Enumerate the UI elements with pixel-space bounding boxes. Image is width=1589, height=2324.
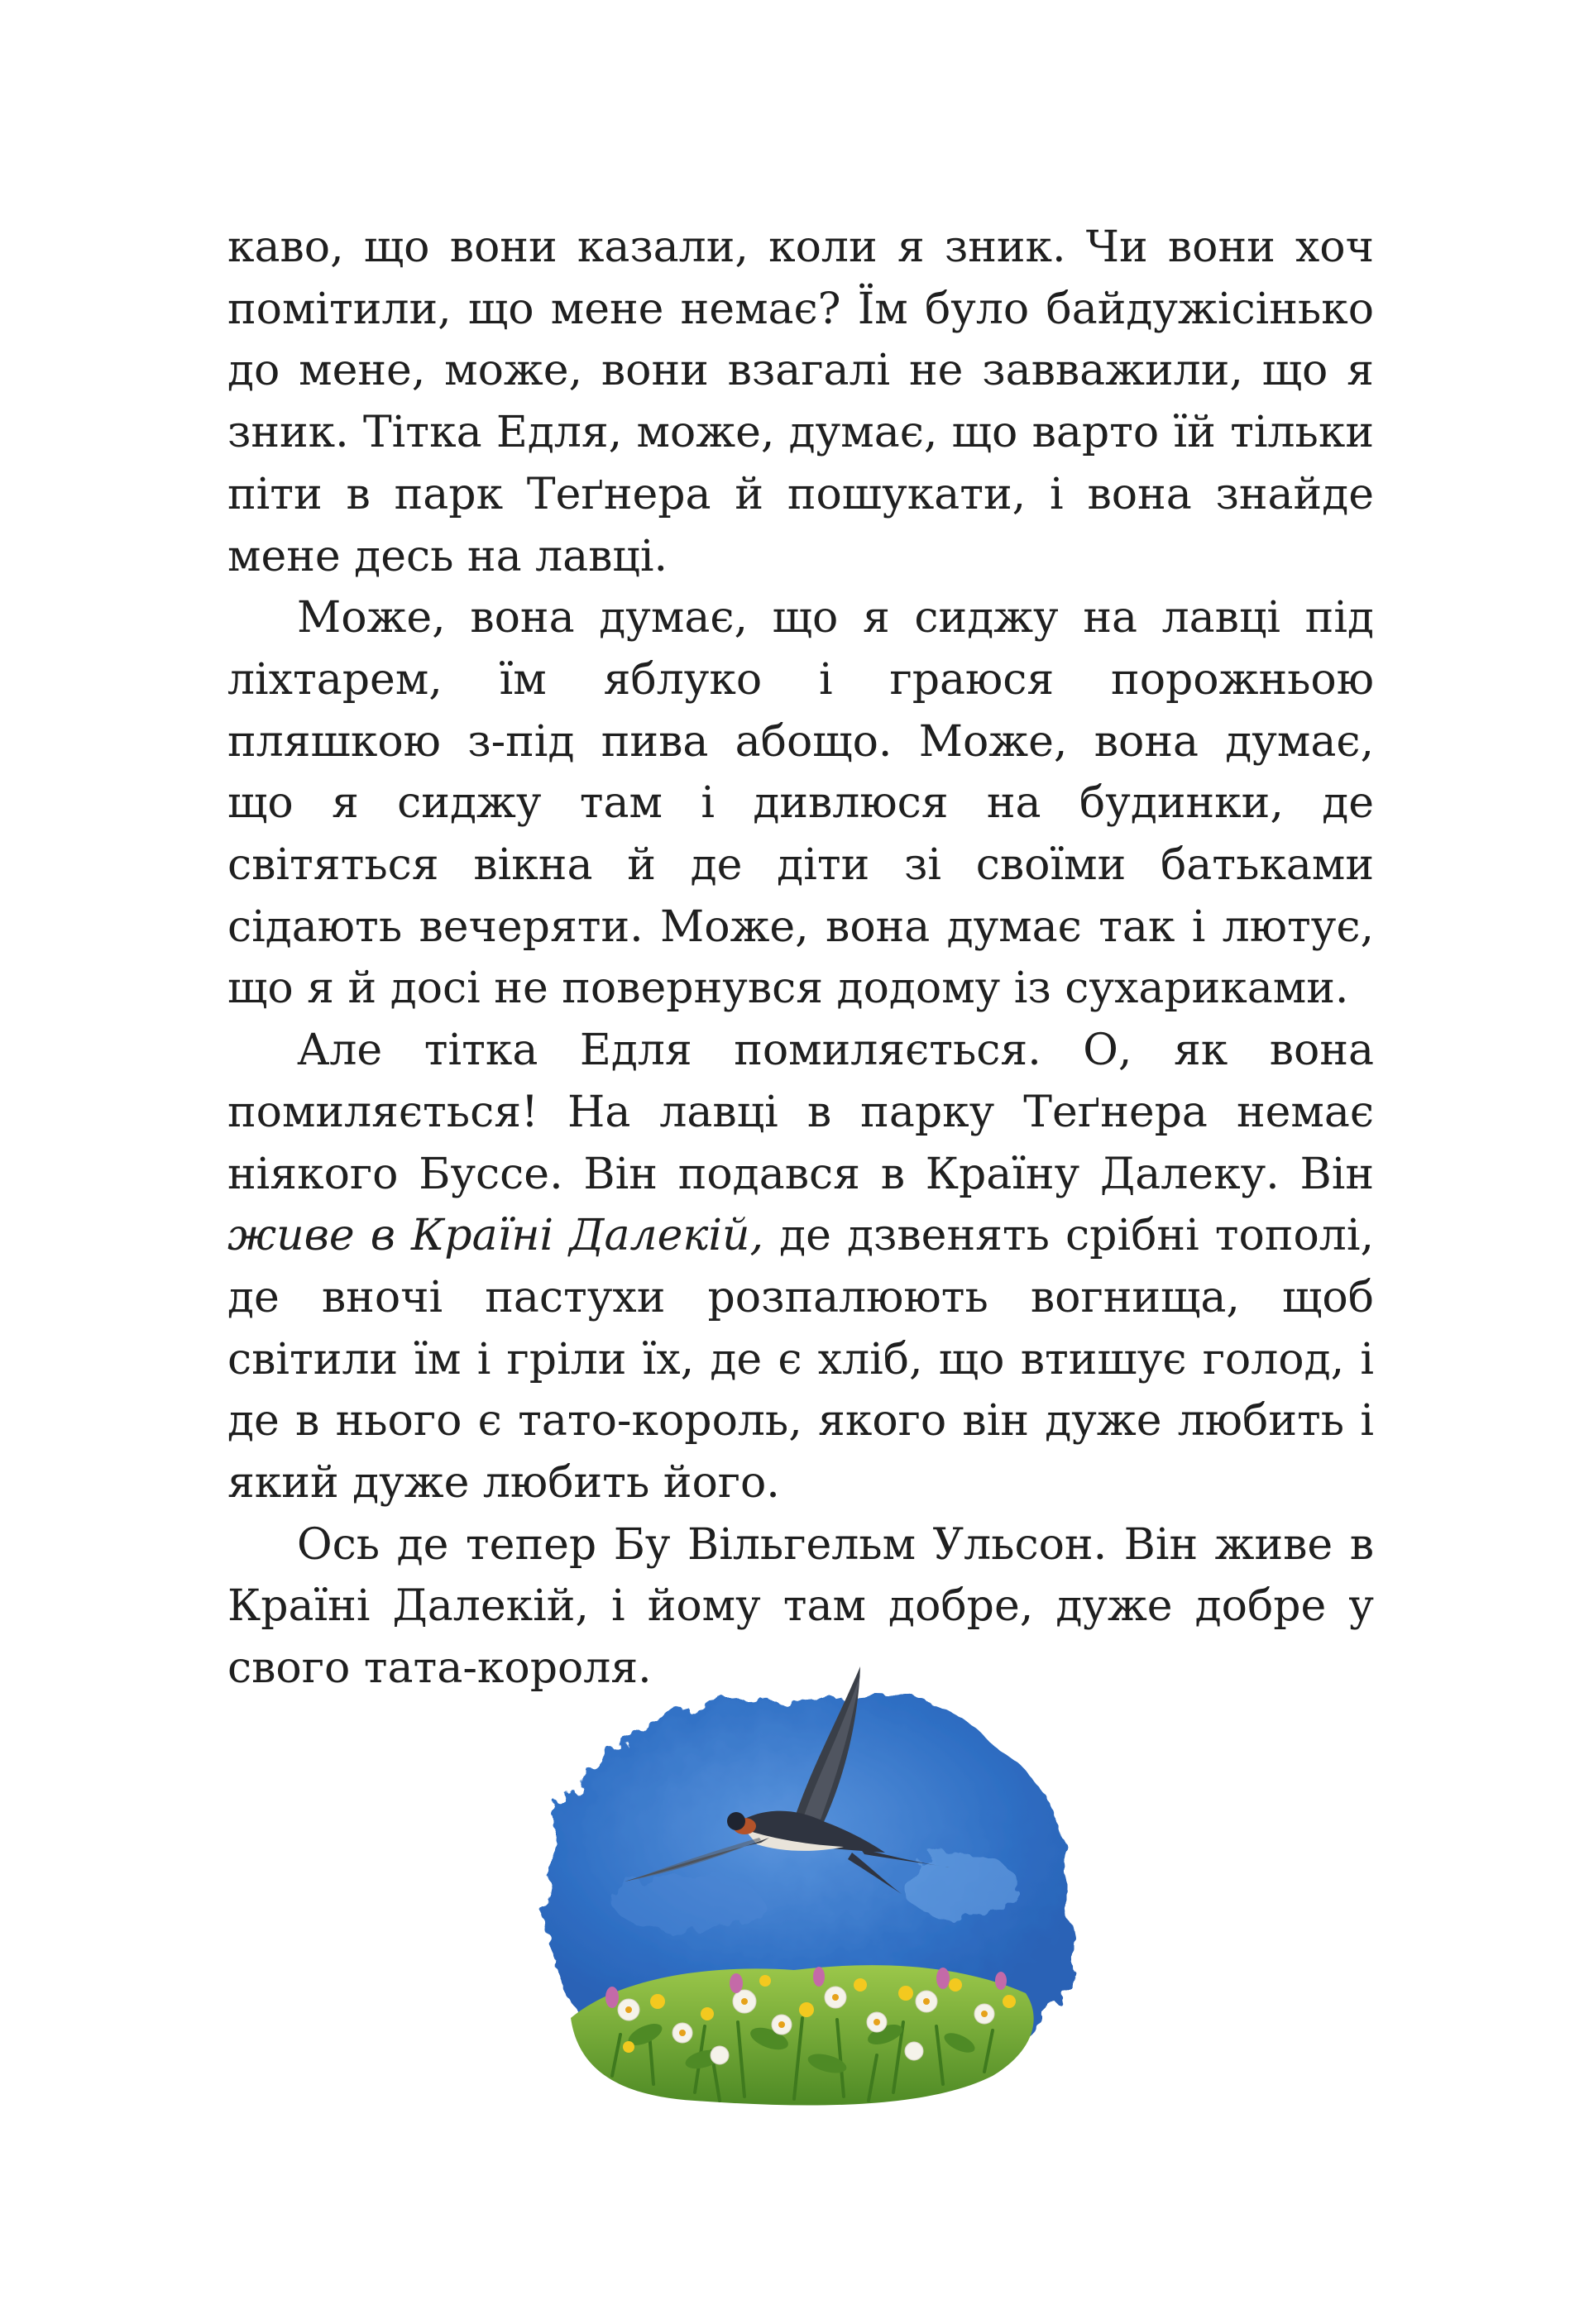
page-text — [227, 217, 1374, 1700]
paragraph-1: каво, що вони казали, коли я зник. Чи вони хоч помітили, що мене немає? Їм було байдужісінько до мене, може, вони взагалі не завважили, що я зник. Тітка Едля, може, думає, що варто їй тільки піти в парк Теґнера й пошукати, і вона знайде мене десь на лавці. — [227, 222, 1374, 581]
paragraph-4: Ось де тепер Бу Вільгельм Ульсон. Він живе в Країні Далекій, і йому там добре, дуже добре у свого тата-короля. — [227, 1519, 1374, 1694]
paragraph-3-text-before: Але тітка Едля помиляється. О, як вона помиляється! На лавці в парку Теґнера немає ніякого Буссе. Він подався в Країну Далеку. Він — [227, 1026, 1374, 1199]
paragraph-2: Може, вона думає, що я сиджу на лавці під ліхтарем, їм яблуко і граюся порожньою пляшкою з-під пива абощо. Може, вона думає, що я сиджу там і дивлюся на будинки, де світяться вікна й де діти зі своїми батьками сідають вечеряти. Може, вона думає так і лютує, що я й досі не повернувся додому із сухариками. — [227, 593, 1374, 1014]
flower-meadow — [571, 1965, 1034, 2105]
paragraph-3-text-after: де дзвенять срібні тополі, де вночі пастухи розпалюють вогнища, щоб світили їм і гріли їх, де є хліб, що втишує голод, і де в нього є тато-король, якого він дуже любить і який дуже любить його. — [227, 1211, 1375, 1509]
paragraph-3-emphasis: живе в Країні Далекій, — [227, 1211, 764, 1261]
paragraph-3 — [227, 1020, 1374, 1514]
swallow-illustration — [496, 1646, 1108, 2126]
